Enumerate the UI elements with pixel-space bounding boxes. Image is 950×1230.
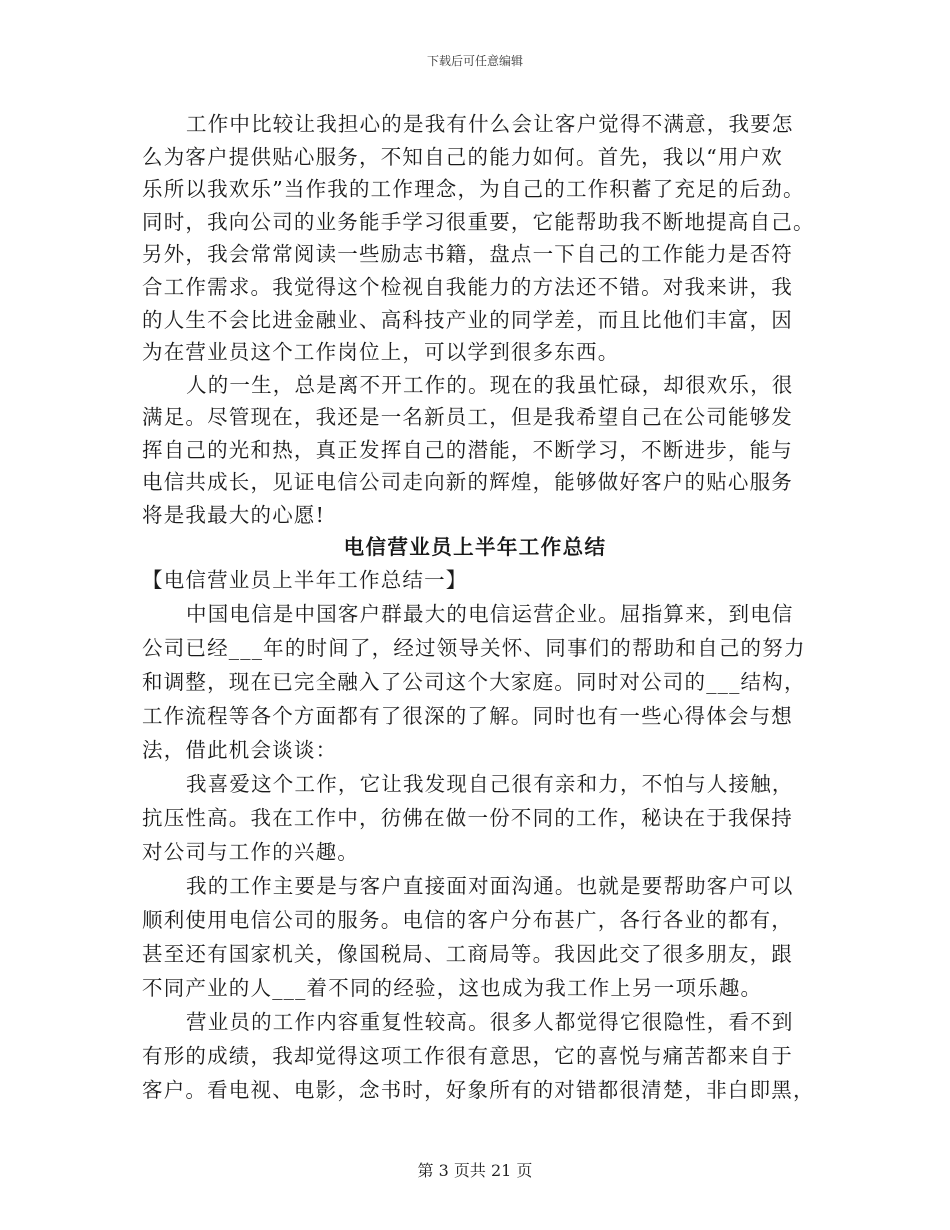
body-line: 对公司与工作的兴趣。 — [142, 840, 359, 864]
body-line: 我喜爱这个工作，它让我发现自己很有亲和力，不怕与人接触， — [186, 772, 794, 796]
body-line: 抗压性高。我在工作中，彷佛在做一份不同的工作，秘诀在于我保持 — [142, 806, 793, 830]
body-line: 营业员的工作内容重复性较高。很多人都觉得它很隐性，看不到 — [186, 1010, 794, 1034]
body-line: 甚至还有国家机关，像国税局、工商局等。我因此交了很多朋友，跟 — [142, 942, 793, 966]
body-line: 不同产业的人___着不同的经验，这也成为我工作上另一项乐趣。 — [142, 976, 763, 1000]
body-line: 电信共成长，见证电信公司走向新的辉煌，能够做好客户的贴心服务 — [142, 470, 793, 494]
body-line: 我的工作主要是与客户直接面对面沟通。也就是要帮助客户可以 — [186, 874, 794, 898]
body-line: 满足。尽管现在，我还是一名新员工，但是我希望自己在公司能够发 — [142, 405, 793, 429]
body-line: 有形的成绩，我却觉得这项工作很有意思，它的喜悦与痛苦都来自于 — [142, 1044, 793, 1068]
page-footer: 第 3 页共 21 页 — [417, 1161, 533, 1180]
body-line: 人的一生，总是离不开工作的。现在的我虽忙碌，却很欢乐，很 — [186, 373, 794, 397]
body-line: 么为客户提供贴心服务，不知自己的能力如何。首先，我以“用户欢 — [142, 145, 783, 169]
body-line: 客户。看电视、电影，念书时，好象所有的对错都很清楚，非白即黑， — [142, 1078, 815, 1102]
body-line: 合工作需求。我觉得这个检视自我能力的方法还不错。对我来讲，我 — [142, 275, 793, 299]
body-line: 工作流程等各个方面都有了很深的了解。同时也有一些心得体会与想 — [142, 704, 793, 728]
body-line: 工作中比较让我担心的是我有什么会让客户觉得不满意，我要怎 — [186, 112, 794, 136]
body-line: 另外，我会常常阅读一些励志书籍，盘点一下自己的工作能力是否符 — [142, 242, 793, 266]
body-line: 乐所以我欢乐”当作我的工作理念，为自己的工作积蓄了充足的后劲。 — [142, 177, 805, 201]
body-line: 同时，我向公司的业务能手学习很重要，它能帮助我不断地提高自己。 — [142, 210, 815, 234]
body-line: 顺利使用电信公司的服务。电信的客户分布甚广，各行各业的都有， — [142, 908, 793, 932]
body-line: 挥自己的光和热，真正发挥自己的潜能，不断学习，不断进步，能与 — [142, 438, 793, 462]
body-line: 中国电信是中国客户群最大的电信运营企业。屈指算来，到电信 — [186, 602, 794, 626]
body-line: 法，借此机会谈谈： — [142, 738, 338, 762]
body-line: 公司已经___年的时间了，经过领导关怀、同事们的帮助和自己的努力 — [142, 636, 806, 660]
body-line: 和调整，现在已完全融入了公司这个大家庭。同时对公司的___结构， — [142, 670, 806, 694]
section-title: 电信营业员上半年工作总结 — [343, 535, 607, 559]
page-header: 下载后可任意编辑 — [426, 54, 523, 68]
subsection-heading: 【电信营业员上半年工作总结一】 — [142, 568, 468, 592]
body-line: 将是我最大的心愿! — [142, 503, 326, 527]
body-line: 的人生不会比进金融业、高科技产业的同学差，而且比他们丰富，因 — [142, 308, 793, 332]
body-line: 为在营业员这个工作岗位上，可以学到很多东西。 — [142, 340, 620, 364]
